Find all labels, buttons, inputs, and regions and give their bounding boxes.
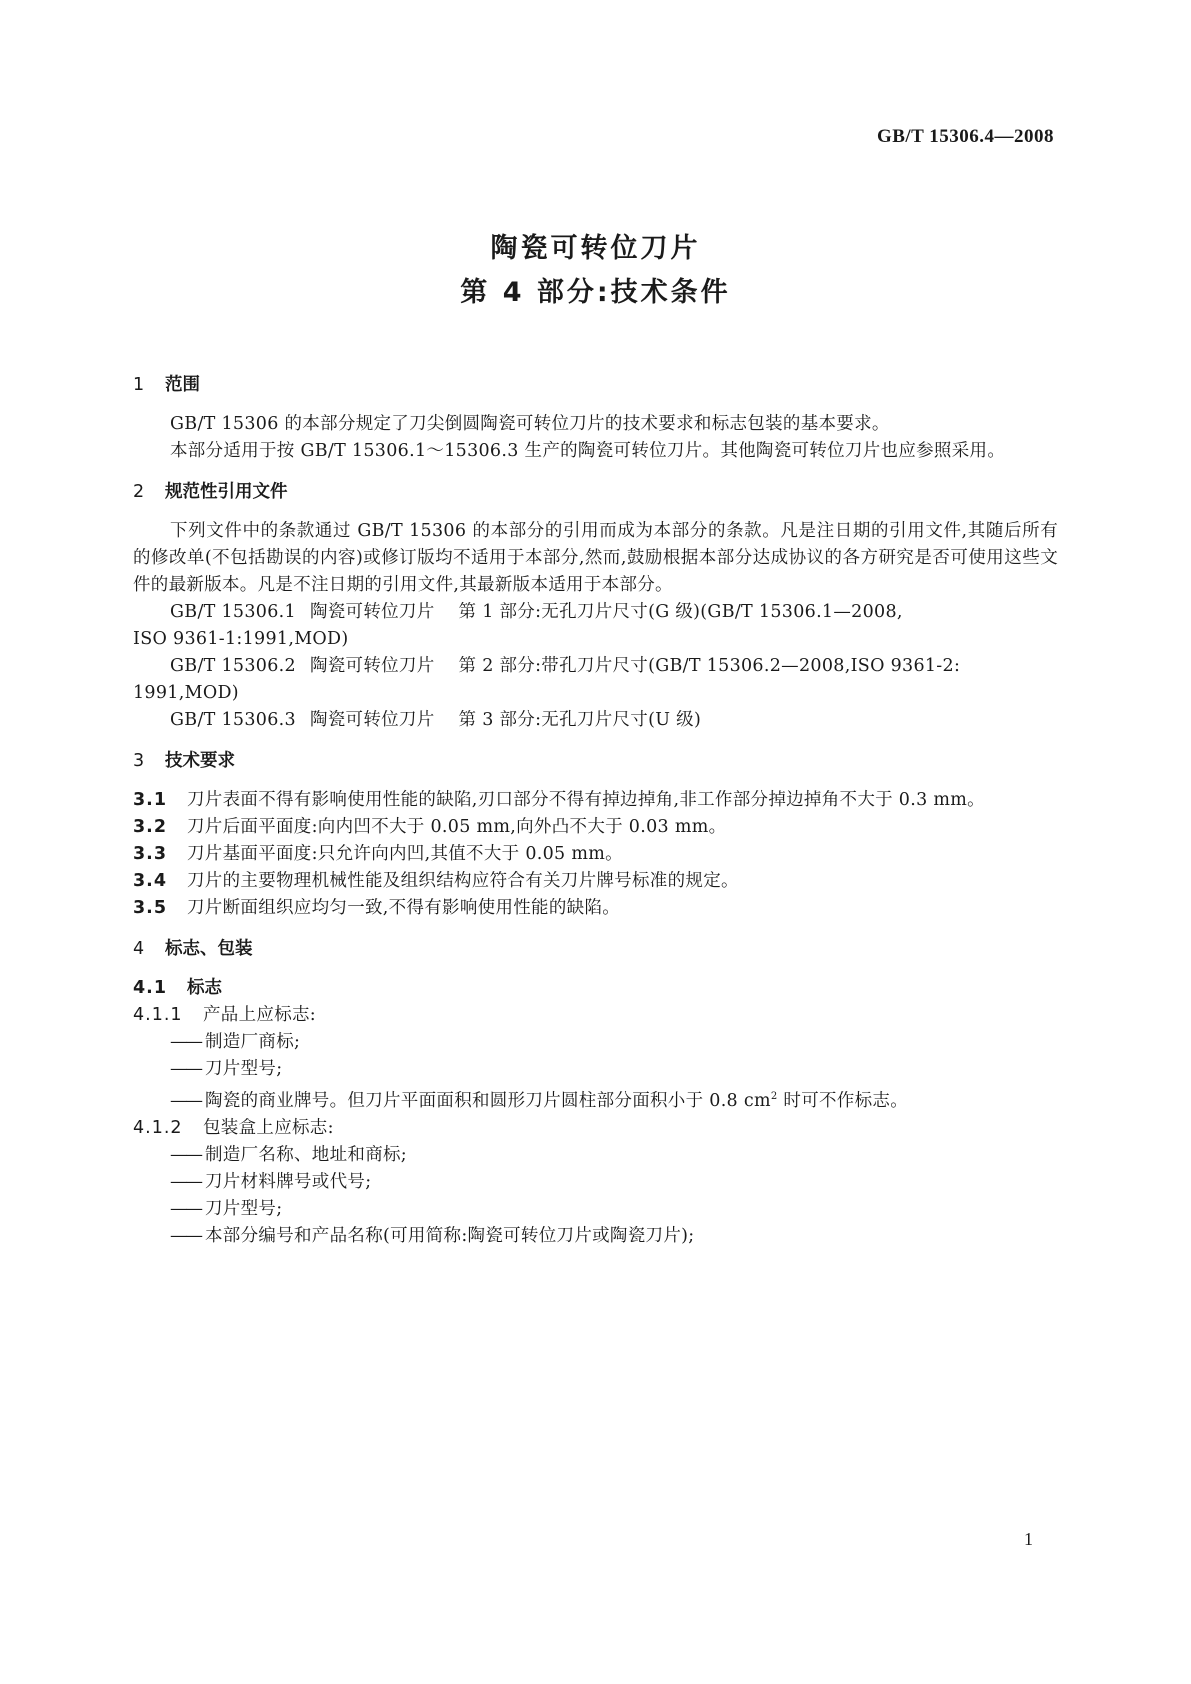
section-title: 规范性引用文件 [165,482,288,502]
reference-code: GB/T 15306.1 [170,602,296,622]
section-title: 技术要求 [165,751,235,771]
clause-text: 产品上应标志: [203,1005,316,1025]
clause-text: 刀片后面平面度:向内凹不大于 0.05 mm,向外凸不大于 0.03 mm。 [187,817,727,837]
clause-number: 3.3 [133,844,168,864]
requirement-item [133,895,1058,922]
section-title: 范围 [165,375,200,395]
clause-number: 3.1 [133,790,168,810]
list-item: —— 刀片材料牌号或代号; [170,1172,372,1192]
clause-number: 4.1.1 [133,1005,183,1025]
list-item: —— 本部分编号和产品名称(可用简称:陶瓷可转位刀片或陶瓷刀片); [170,1226,695,1246]
clause-text: 刀片断面组织应均匀一致,不得有影响使用性能的缺陷。 [187,898,621,918]
reference-code: GB/T 15306.3 [170,710,296,730]
reference-item [133,653,1058,680]
superscript: 2 [770,1091,778,1102]
reference-part: 第 2 部分:带孔刀片尺寸(GB/T 15306.2—2008,ISO 9361-2: [458,656,961,676]
clause-number: 3.5 [133,898,168,918]
clause-text: 包装盒上应标志: [203,1118,334,1138]
reference-name: 陶瓷可转位刀片 [309,710,435,730]
requirement-item [133,868,1058,895]
section-title: 标志、包装 [165,939,253,959]
reference-code: GB/T 15306.2 [170,656,296,676]
list-item: —— 陶瓷的商业牌号。但刀片平面面积和圆形刀片圆柱部分面积小于 0.8 $cm^2$ 时可不作标志。 [170,1091,908,1111]
clause-text: 刀片基面平面度:只允许向内凹,其值不大于 0.05 mm。 [187,844,623,864]
subsection-heading-marking [133,975,1058,1002]
section-heading-scope [133,372,1058,399]
section-heading-marking-packaging [133,936,1058,963]
section-number: 1 [133,375,145,395]
paragraph: GB/T 15306 的本部分规定了刀尖倒圆陶瓷可转位刀片的技术要求和标志包装的基本要求。 [170,414,890,434]
list-item: —— 制造厂商标; [170,1032,301,1052]
requirement-item [133,841,1058,868]
clause-number: 3.2 [133,817,168,837]
subsection-title: 标志 [187,978,222,998]
standard-code: GB/T 15306.4—2008 [876,126,1054,147]
clause-text: 刀片表面不得有影响使用性能的缺陷,刃口部分不得有掉边掉角,非工作部分掉边掉角不大于 0.3 mm。 [187,790,985,810]
reference-item [133,599,1058,626]
page-number: 1 [1024,1529,1033,1549]
list-item: —— 制造厂名称、地址和商标; [170,1145,407,1165]
section-heading-normative-references [133,479,1058,506]
clause-number: 3.4 [133,871,168,891]
reference-item [133,707,1058,734]
section-heading-technical-requirements [133,748,1058,775]
document-title: 陶瓷可转位刀片 [490,233,701,264]
requirement-item [133,814,1058,841]
reference-part: 第 3 部分:无孔刀片尺寸(U 级) [458,710,702,730]
section-number: 2 [133,482,145,502]
clause-box-marking [133,1115,1058,1142]
reference-item-continuation: 1991,MOD) [133,683,239,703]
clause-number: 4.1 [133,978,168,998]
reference-name: 陶瓷可转位刀片 [309,602,435,622]
reference-name: 陶瓷可转位刀片 [309,656,435,676]
list-item: —— 刀片型号; [170,1059,283,1079]
paragraph: 下列文件中的条款通过 GB/T 15306 的本部分的引用而成为本部分的条款。凡是注日期的引用文件,其随后所有的修改单(不包括勘误的内容)或修订版均不适用于本部分,然而,鼓励根据本部分达成协议的各方研究是否可使用这些文件的最新版本。凡是不注日期的引用文件,其最新版本适用于本部分。 [133,521,1058,595]
clause-text: 刀片的主要物理机械性能及组织结构应符合有关刀片牌号标准的规定。 [187,871,739,891]
document-body [133,372,1058,1250]
requirement-item [133,787,1058,814]
clause-product-marking [133,1002,1058,1029]
reference-part: 第 1 部分:无孔刀片尺寸(G 级)(GB/T 15306.1—2008, [458,602,903,622]
clause-number: 4.1.2 [133,1118,183,1138]
paragraph: 本部分适用于按 GB/T 15306.1～15306.3 生产的陶瓷可转位刀片。其他陶瓷可转位刀片也应参照采用。 [170,441,1006,461]
list-item: —— 刀片型号; [170,1199,283,1219]
section-number: 3 [133,751,145,771]
reference-item-continuation: ISO 9361-1:1991,MOD) [133,629,349,649]
section-number: 4 [133,939,145,959]
document-subtitle: 第 4 部分:技术条件 [460,277,731,308]
